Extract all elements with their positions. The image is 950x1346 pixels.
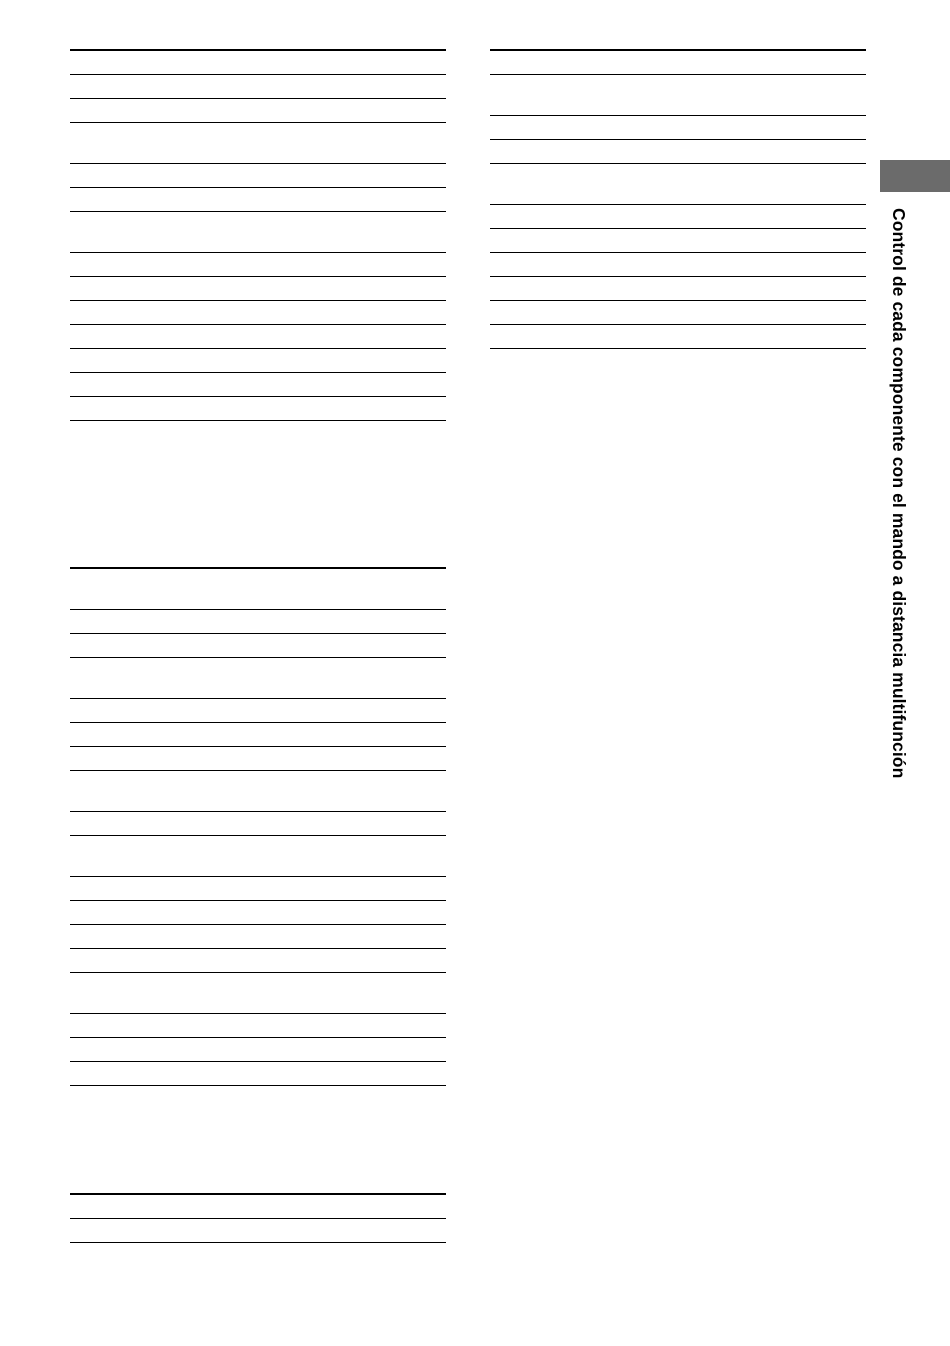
table-row [70, 812, 446, 836]
table-row [70, 325, 446, 349]
section-tab-marker [880, 160, 950, 192]
table-row [70, 1195, 446, 1219]
table-row [490, 325, 866, 349]
table-row [70, 569, 446, 610]
table-row [490, 301, 866, 325]
table-row [70, 349, 446, 373]
table-left-bottom [70, 1193, 446, 1243]
table-row [70, 397, 446, 421]
table-row [70, 1062, 446, 1086]
table-row [490, 205, 866, 229]
table-row [70, 747, 446, 771]
table-row [70, 99, 446, 123]
table-row [70, 212, 446, 253]
table-row [490, 253, 866, 277]
table-row [70, 51, 446, 75]
table-row [70, 1014, 446, 1038]
section-side-title: Control de cada componente con el mando a distancia multifunción [889, 208, 909, 779]
table-row [70, 901, 446, 925]
table-row [70, 1038, 446, 1062]
table-row [70, 75, 446, 99]
table-row [490, 277, 866, 301]
table-row [70, 973, 446, 1014]
table-row [70, 949, 446, 973]
table-row [70, 877, 446, 901]
table-row [490, 140, 866, 164]
table-row [490, 75, 866, 116]
table-right-top [490, 49, 866, 349]
table-row [70, 771, 446, 812]
table-row [70, 658, 446, 699]
table-row [70, 301, 446, 325]
table-row [70, 277, 446, 301]
table-row [490, 164, 866, 205]
table-row [490, 229, 866, 253]
table-row [70, 610, 446, 634]
table-row [490, 51, 866, 75]
table-row [70, 699, 446, 723]
table-row [70, 836, 446, 877]
table-row [70, 1219, 446, 1243]
table-left-top [70, 49, 446, 421]
table-row [70, 373, 446, 397]
table-row [490, 116, 866, 140]
table-left-middle [70, 567, 446, 1086]
table-row [70, 123, 446, 164]
table-row [70, 253, 446, 277]
table-row [70, 723, 446, 747]
table-row [70, 925, 446, 949]
table-row [70, 634, 446, 658]
table-row [70, 164, 446, 188]
table-row [70, 188, 446, 212]
